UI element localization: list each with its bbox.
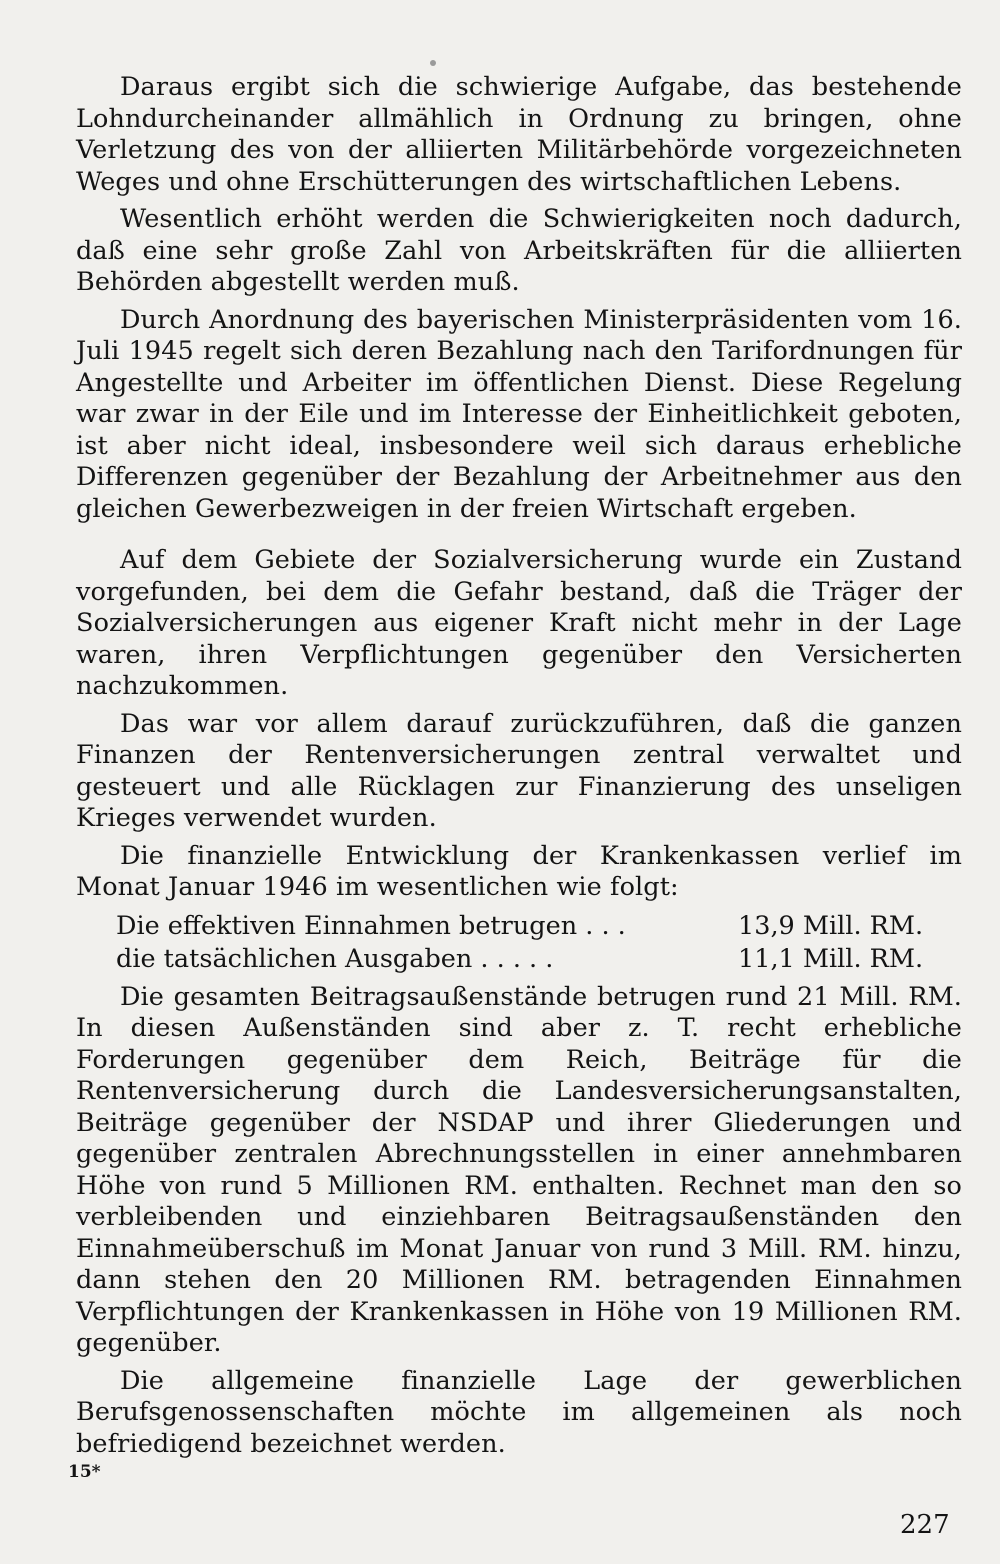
paragraph-6: Die finanzielle Entwicklung der Krankenkassen verlief im Monat Januar 1946 im wesentlichen wie folgt: <box>76 840 962 902</box>
figure-row-income <box>76 910 962 943</box>
financial-figures <box>76 910 962 976</box>
ink-speck <box>430 60 436 66</box>
paragraph-7: Die gesamten Beitragsaußenstände betrugen rund 21 Mill. RM. In diesen Außenständen sind aber z. T. recht erhebliche Forderungen gegenüber dem Reich, Beiträge für die Rentenversicherung durch die Landesversicherungsanstalten, Beiträge gegenüber der NSDAP und ihrer Gliederungen und gegenüber zentralen Abrechnungsstellen in einer annehmbaren Höhe von rund 5 Millionen RM. enthalten. Rechnet man den so verbleibenden und einziehbaren Beitragsaußenständen den Einnahmeüberschuß im Monat Januar von rund 3 Mill. RM. hinzu, dann stehen den 20 Millionen RM. betragenden Einnahmen Verpflichtungen der Krankenkassen in Höhe von 19 Millionen RM. gegenüber. <box>76 981 962 1358</box>
paragraph-1: Daraus ergibt sich die schwierige Aufgabe, das bestehende Lohndurcheinander allmählich in Ordnung zu bringen, ohne Verletzung des von der alliierten Militärbehörde vorgezeichneten Weges und ohne Erschütterungen des wirtschaftlichen Lebens. <box>76 72 962 197</box>
paragraph-4: Auf dem Gebiete der Sozialversicherung wurde ein Zustand vorgefunden, bei dem die Gefahr bestand, daß die Träger der Sozialversicherungen aus eigener Kraft nicht mehr in der Lage waren, ihren Verpflichtungen gegenüber den Versicherten nachzukommen. <box>76 545 962 701</box>
signature-mark: 15* <box>68 1462 101 1482</box>
page-body <box>76 72 962 1466</box>
figure-value: 13,9 Mill. RM. <box>738 910 924 941</box>
paragraph-3: Durch Anordnung des bayerischen Ministerpräsidenten vom 16. Juli 1945 regelt sich deren Bezahlung nach den Tarifordnungen für Angestellte und Arbeiter im öffentlichen Dienst. Diese Regelung war zwar in der Eile und im Interesse der Einheitlichkeit geboten, ist aber nicht ideal, insbesondere weil sich daraus erhebliche Differenzen gegenüber der Bezahlung der Arbeitnehmer aus den gleichen Gewerbezweigen in der freien Wirtschaft ergeben. <box>76 304 962 524</box>
paragraph-2: Wesentlich erhöht werden die Schwierigkeiten noch dadurch, daß eine sehr große Zahl von Arbeitskräften für die alliierten Behörden abgestellt werden muß. <box>76 204 962 297</box>
figure-label: die tatsächlichen Ausgaben . . . . . <box>116 943 554 974</box>
paragraph-5: Das war vor allem darauf zurückzuführen, daß die ganzen Finanzen der Rentenversicherungen zentral verwaltet und gesteuert und alle Rücklagen zur Finanzierung des unseligen Krieges verwendet wurden. <box>76 708 962 833</box>
figure-label: Die effektiven Einnahmen betrugen . . . <box>116 910 626 941</box>
figure-value: 11,1 Mill. RM. <box>738 943 924 974</box>
paragraph-8: Die allgemeine finanzielle Lage der gewerblichen Berufsgenossenschaften möchte im allgemeinen als noch befriedigend bezeichnet werden. <box>76 1365 962 1459</box>
page-number: 227 <box>900 1510 950 1540</box>
figure-row-expenses <box>76 943 962 976</box>
